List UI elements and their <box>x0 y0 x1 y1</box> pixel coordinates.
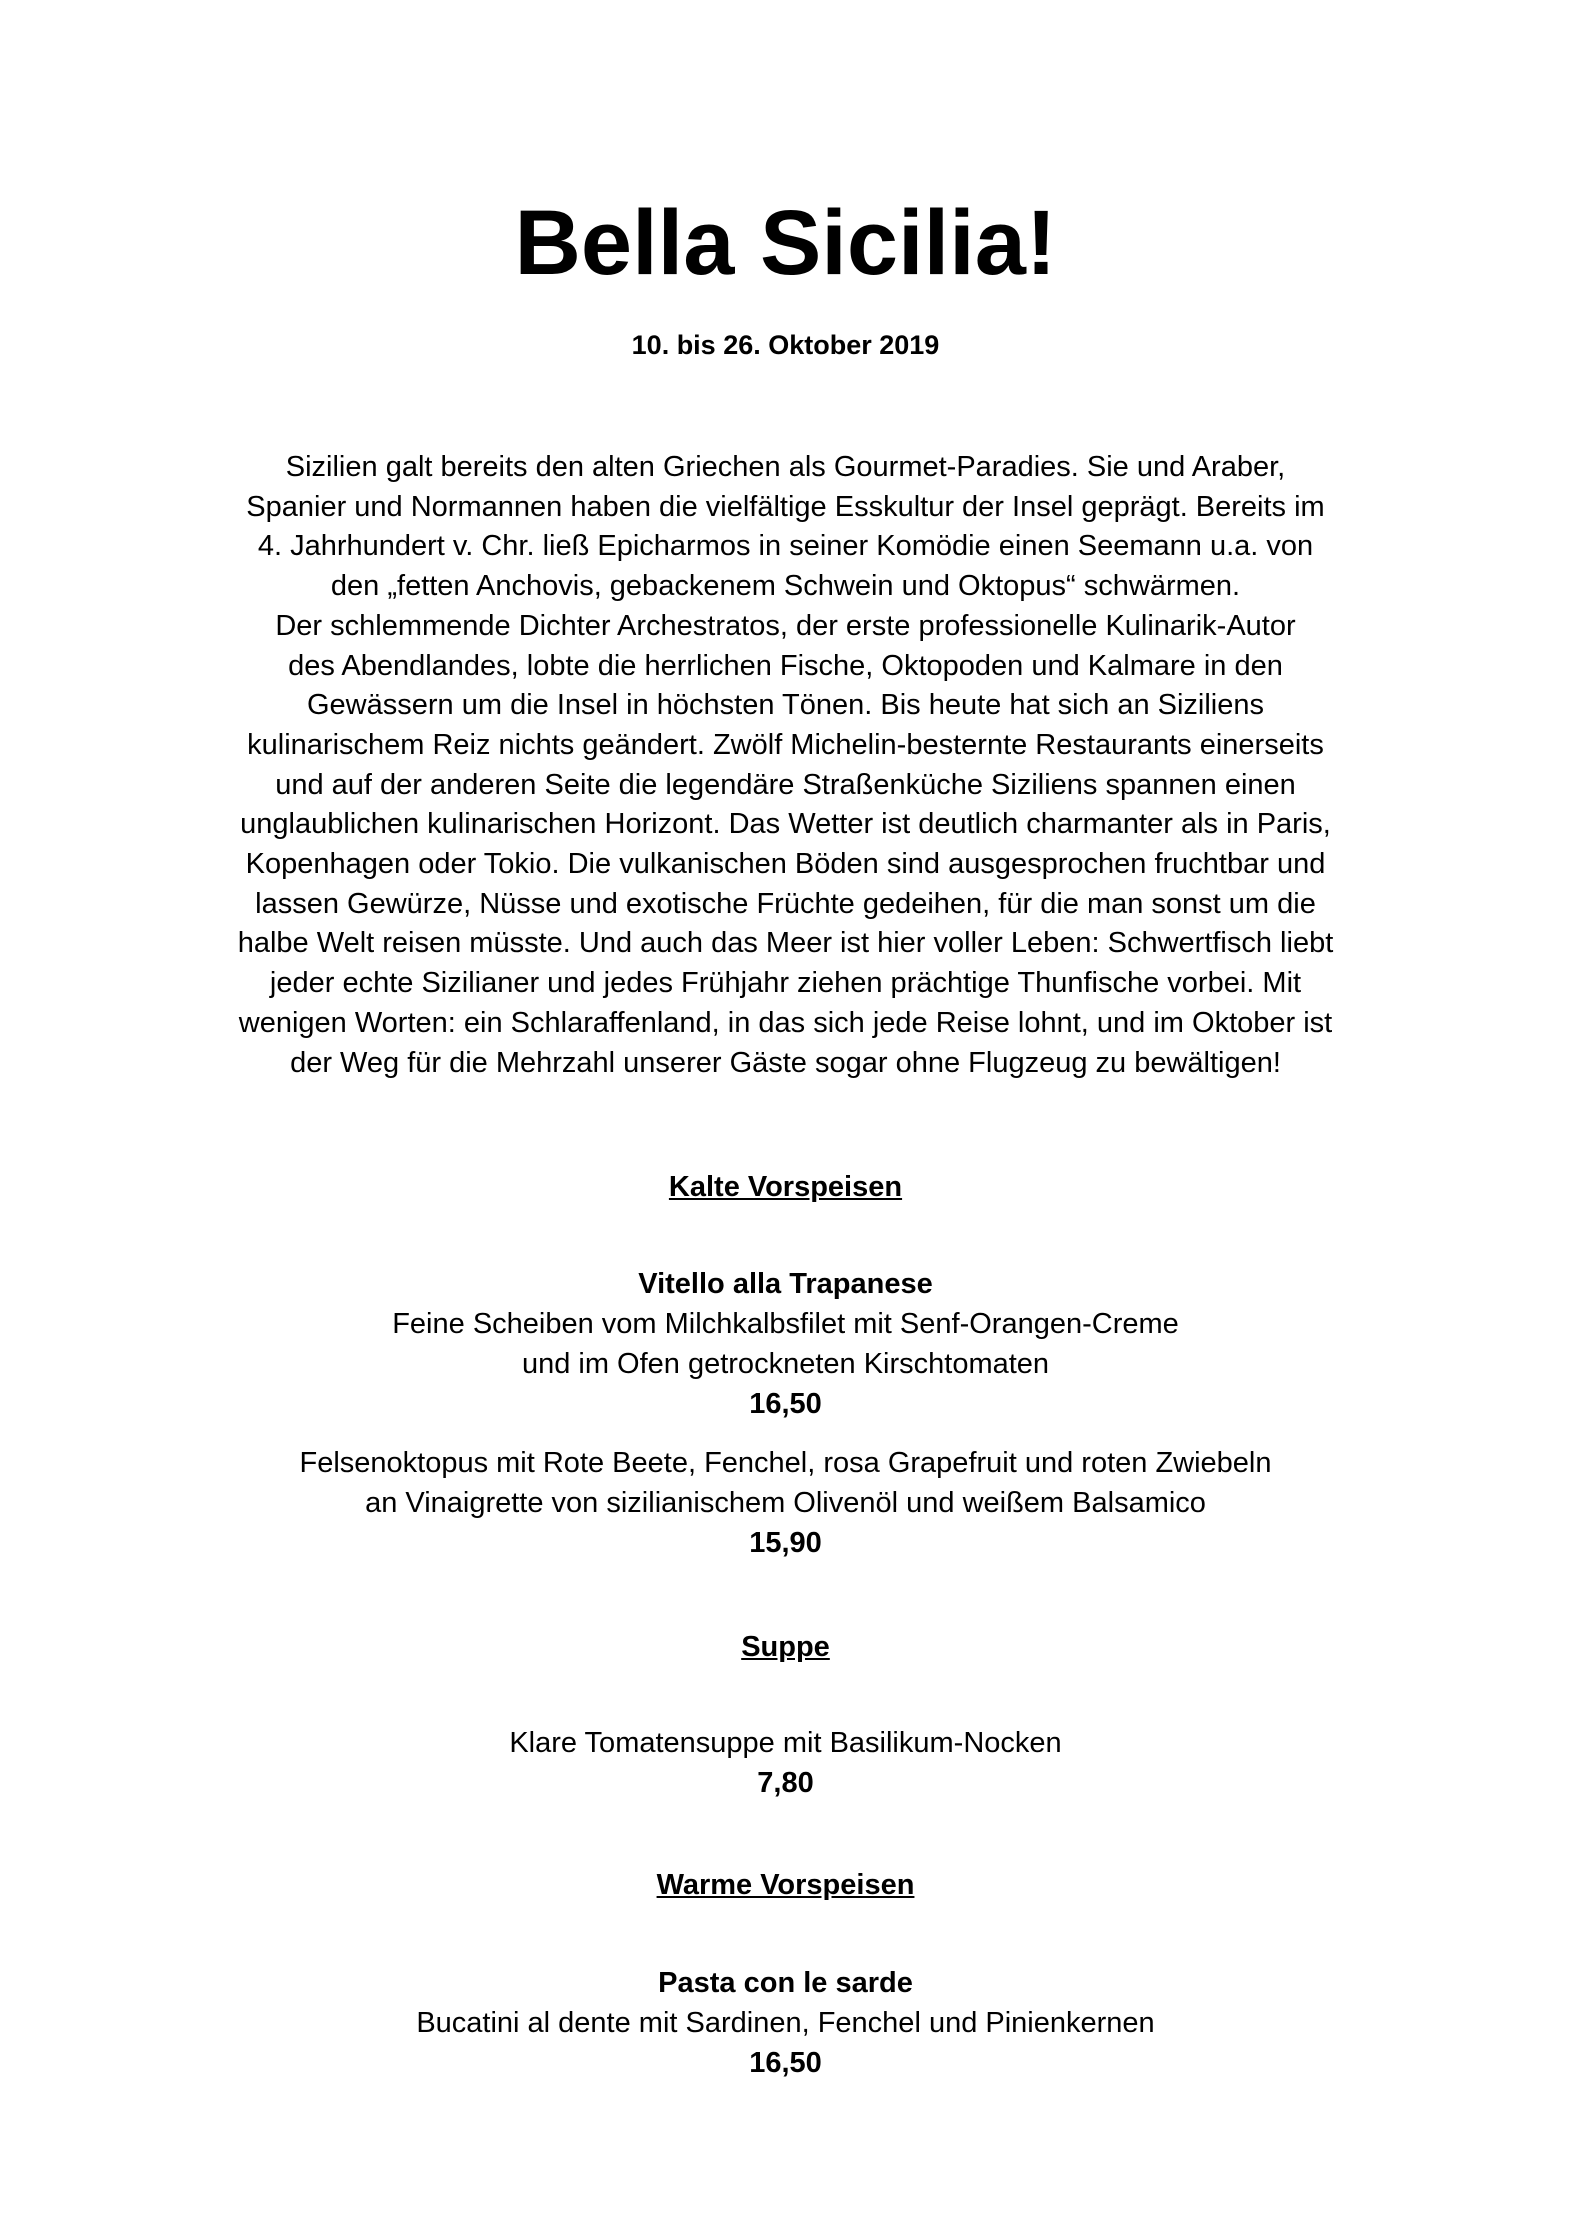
intro-line: Der schlemmende Dichter Archestratos, der erste professionelle Kulinarik-Autor <box>275 609 1296 642</box>
dish-description: an Vinaigrette von sizilianischem Olivenöl und weißem Balsamico <box>365 1487 1206 1519</box>
dish-price: 16,50 <box>749 2047 822 2079</box>
section-heading-warme-vorspeisen: Warme Vorspeisen <box>656 1869 915 1901</box>
dish-name: Vitello alla Trapanese <box>638 1268 933 1300</box>
intro-line: den „fetten Anchovis, gebackenem Schwein und Oktopus“ schwärmen. <box>330 570 1241 603</box>
dish-price: 16,50 <box>749 1388 822 1420</box>
event-dates: 10. bis 26. Oktober 2019 <box>631 330 940 360</box>
dish-tomatensuppe <box>0 1723 1571 1803</box>
intro-line: lassen Gewürze, Nüsse und exotische Früchte gedeihen, für die man sonst um die <box>255 887 1316 920</box>
intro-line: wenigen Worten: ein Schlaraffenland, in das sich jede Reise lohnt, und im Oktober ist <box>238 1006 1333 1039</box>
dish-description: Feine Scheiben vom Milchkalbsfilet mit Senf-Orangen-Creme <box>392 1308 1179 1340</box>
section-heading-kalte-vorspeisen: Kalte Vorspeisen <box>668 1171 903 1203</box>
dish-name: Pasta con le sarde <box>658 1967 913 1999</box>
dish-price: 15,90 <box>749 1527 822 1559</box>
intro-line: Gewässern um die Insel in höchsten Tönen. Bis heute hat sich an Siziliens <box>307 689 1264 722</box>
intro-line: des Abendlandes, lobte die herrlichen Fische, Oktopoden und Kalmare in den <box>288 649 1283 682</box>
intro-line: Spanier und Normannen haben die vielfältige Esskultur der Insel geprägt. Bereits im <box>246 490 1325 523</box>
dish-price: 7,80 <box>757 1767 814 1799</box>
dish-felsenoktopus <box>0 1443 1571 1563</box>
intro-line: 4. Jahrhundert v. Chr. ließ Epicharmos in seiner Komödie einen Seemann u.a. von <box>257 530 1314 563</box>
page-title: Bella Sicilia! <box>514 192 1057 294</box>
intro-line: halbe Welt reisen müsste. Und auch das Meer ist hier voller Leben: Schwertfisch liebt <box>237 927 1334 960</box>
intro-line: jeder echte Sizilianer und jedes Frühjahr ziehen prächtige Thunfische vorbei. Mit <box>269 967 1302 1000</box>
intro-line: und auf der anderen Seite die legendäre Straßenküche Siziliens spannen einen <box>275 768 1296 801</box>
intro-line: Sizilien galt bereits den alten Griechen als Gourmet-Paradies. Sie und Araber, <box>285 451 1286 483</box>
intro-line: der Weg für die Mehrzahl unserer Gäste sogar ohne Flugzeug zu bewältigen! <box>290 1046 1281 1079</box>
dish-description: Felsenoktopus mit Rote Beete, Fenchel, rosa Grapefruit und roten Zwiebeln <box>299 1447 1272 1479</box>
intro-line: Kopenhagen oder Tokio. Die vulkanischen Böden sind ausgesprochen fruchtbar und <box>245 848 1326 881</box>
intro-line: kulinarischem Reiz nichts geändert. Zwölf Michelin-besternte Restaurants einerseits <box>247 728 1324 761</box>
dish-pasta-con-le-sarde <box>0 1963 1571 2083</box>
intro-paragraph <box>0 448 1571 1083</box>
dish-description: und im Ofen getrockneten Kirschtomaten <box>521 1348 1050 1380</box>
dish-description: Klare Tomatensuppe mit Basilikum-Nocken <box>509 1727 1062 1759</box>
intro-line: unglaublichen kulinarischen Horizont. Das Wetter ist deutlich charmanter als in Paris, <box>240 808 1331 841</box>
section-heading-suppe: Suppe <box>741 1631 830 1663</box>
dish-description: Bucatini al dente mit Sardinen, Fenchel und Pinienkernen <box>416 2007 1155 2039</box>
dish-vitello-alla-trapanese <box>0 1264 1571 1424</box>
